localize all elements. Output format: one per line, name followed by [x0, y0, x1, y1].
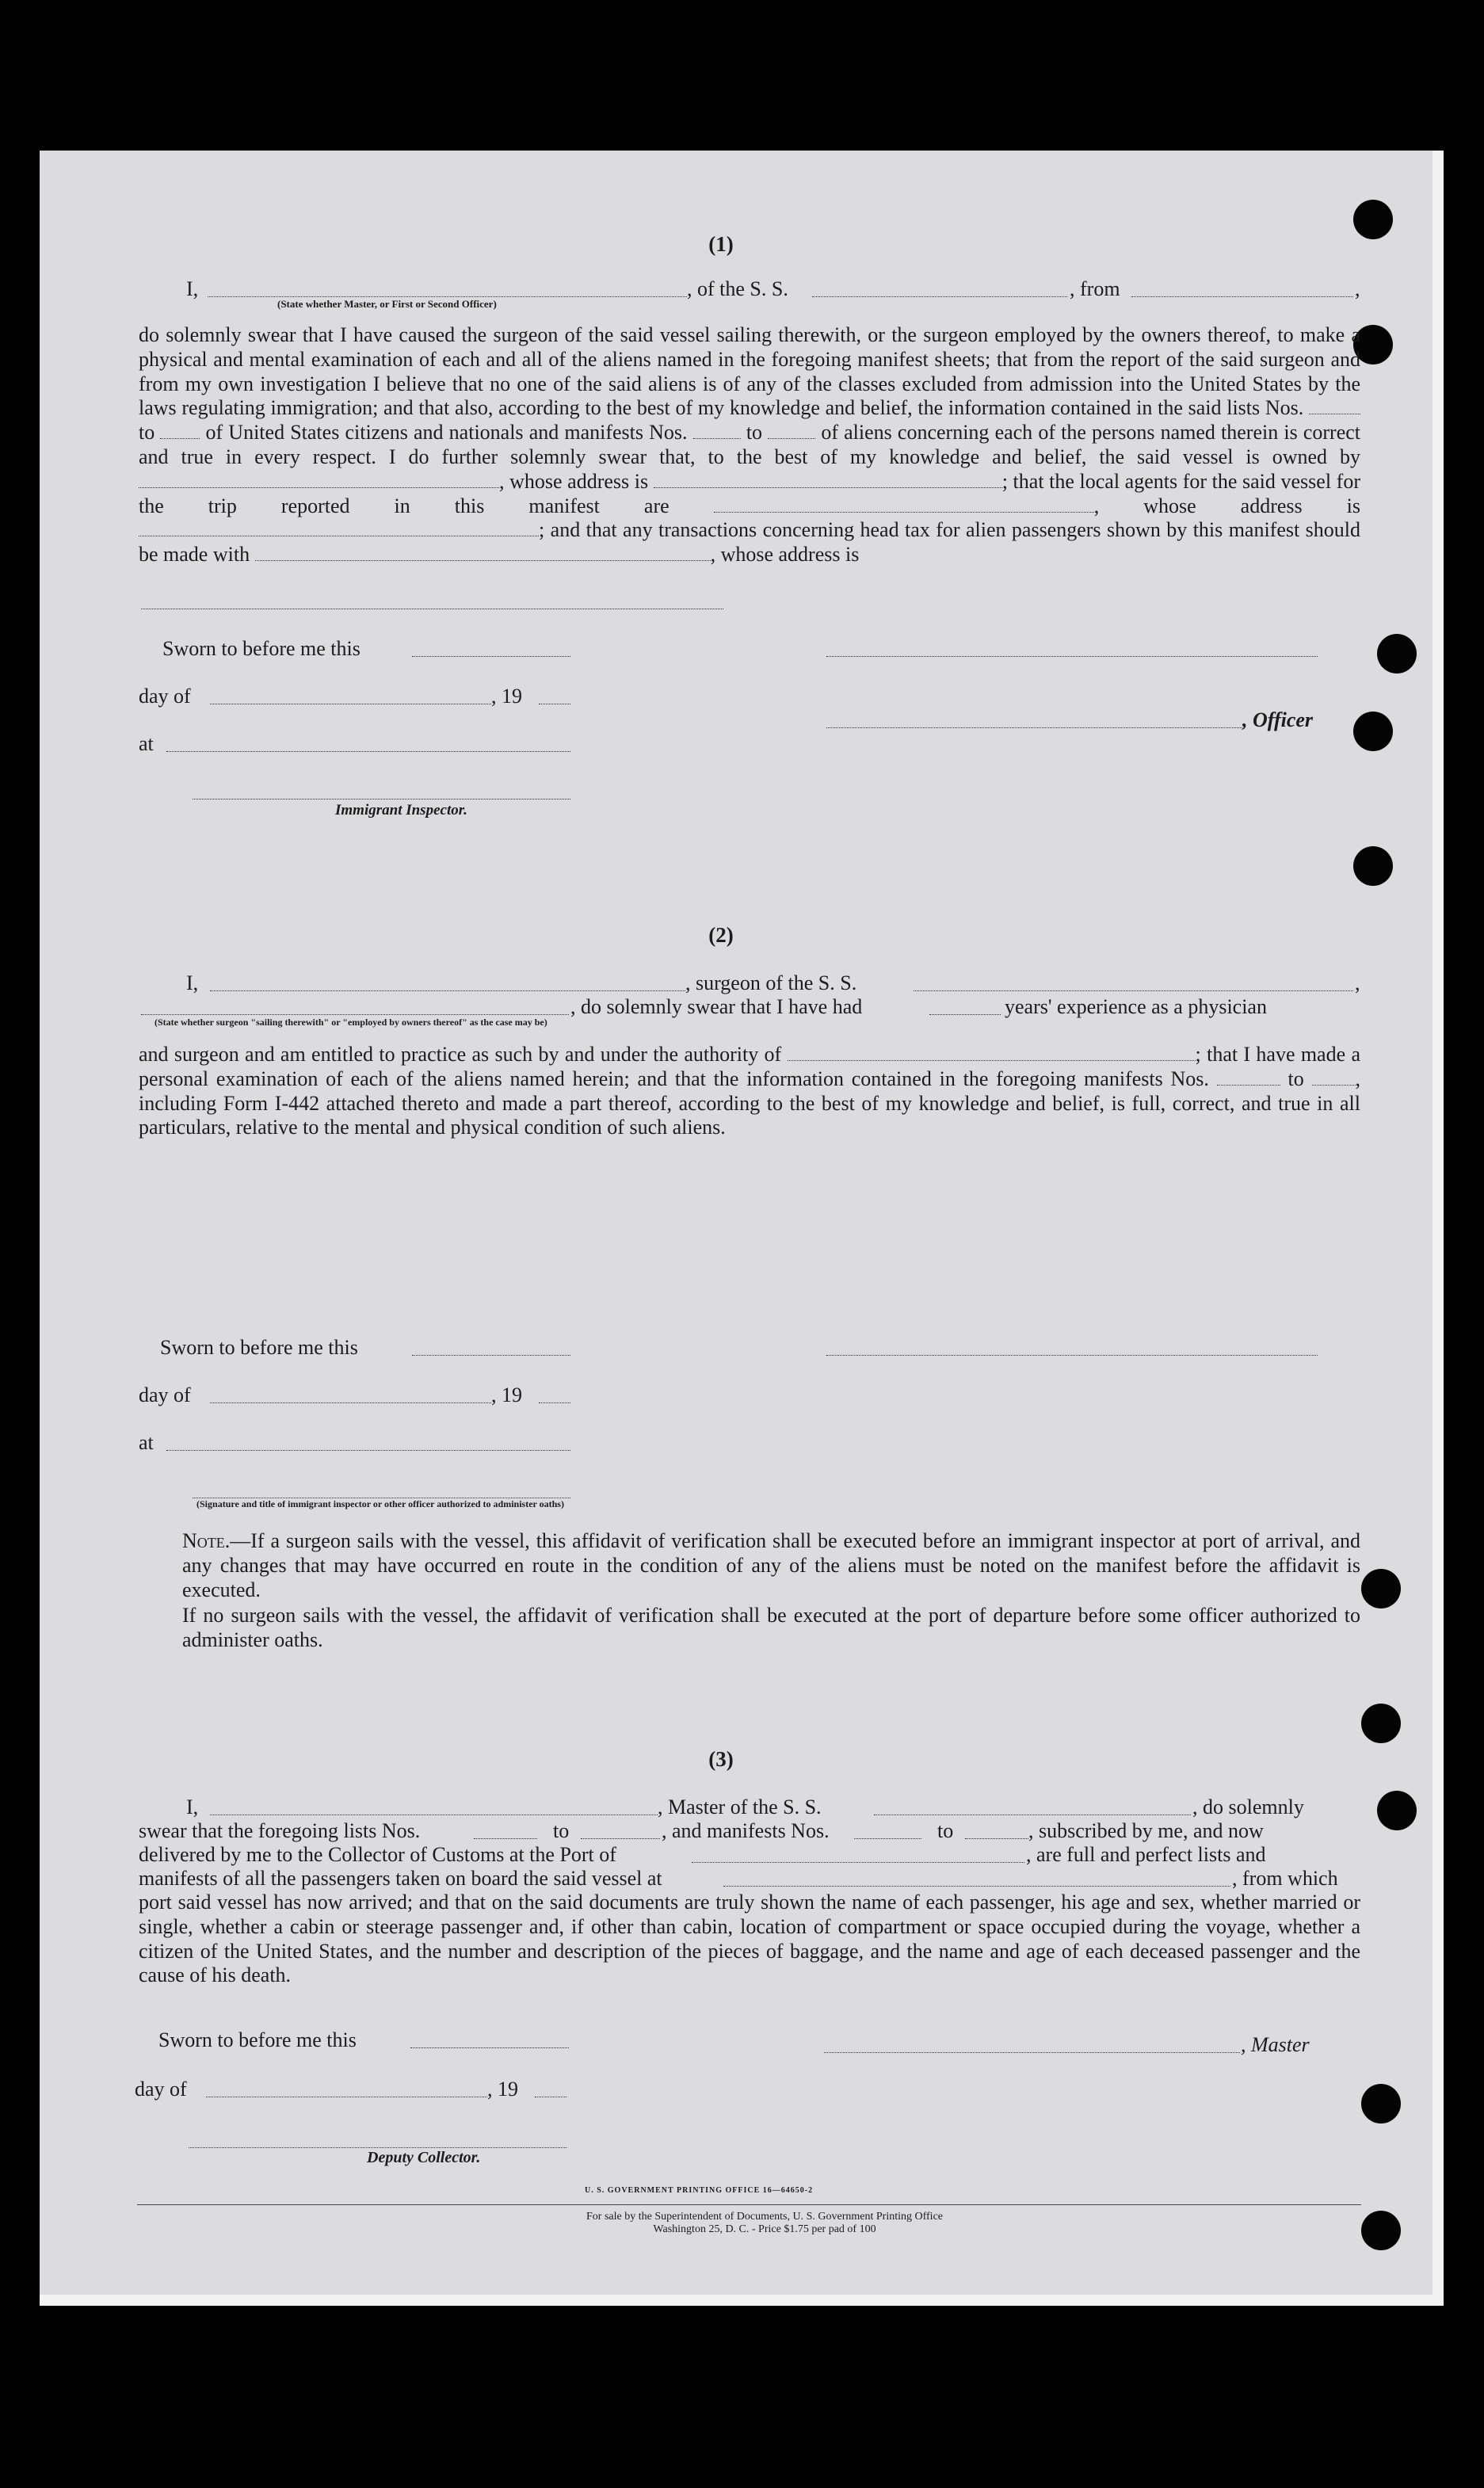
s3-master-field[interactable] — [210, 1814, 658, 1815]
s2-surgeon-label: , surgeon of the S. S. — [685, 971, 857, 994]
s2-at-field[interactable] — [166, 1450, 570, 1451]
s1-manifests-from-field[interactable] — [693, 424, 741, 439]
s1-from-field[interactable] — [1131, 296, 1353, 297]
s2-signature-note: (Signature and title of immigrant inspector or other officer authorized to administer oaths) — [196, 1498, 564, 1509]
s3-master-sig-label: , Master — [1241, 2033, 1310, 2056]
s3-l2c: , and manifests Nos. — [662, 1819, 830, 1842]
s1-whose-text-2: , whose address is — [1093, 494, 1361, 517]
punch-hole — [1361, 2211, 1401, 2250]
s1-agents-field[interactable] — [714, 498, 1094, 513]
s1-pronoun: I, — [186, 277, 199, 300]
s2-note-label: Note. — [182, 1529, 231, 1552]
s1-officer-label: , Officer — [1242, 708, 1314, 731]
s1-sworn: Sworn to before me this — [162, 637, 361, 660]
punch-hole — [1377, 1791, 1417, 1830]
s1-officer-field[interactable] — [208, 296, 687, 297]
s2-sworn-day-field[interactable] — [412, 1355, 570, 1356]
s1-owner-field[interactable] — [139, 473, 499, 488]
s2-sworn: Sworn to before me this — [160, 1336, 358, 1359]
s2-sailing-note: (State whether surgeon "sailing therewith" or "employed by owners thereof" as the case may be) — [155, 1017, 547, 1028]
s1-ship-field[interactable] — [812, 296, 1067, 297]
s2-body — [139, 1043, 1360, 1140]
s1-dayof: day of — [139, 685, 191, 708]
s2-authority-field[interactable] — [788, 1046, 1196, 1061]
s2-manifests-to-field[interactable] — [1312, 1070, 1356, 1086]
s2-note — [139, 1529, 1360, 1653]
s3-ship-field[interactable] — [874, 1814, 1191, 1815]
s3-l2b: to — [553, 1819, 570, 1842]
s3-sworn-day-field[interactable] — [410, 2047, 569, 2048]
s2-sailing-field[interactable] — [141, 1014, 569, 1015]
section-2-number: (2) — [708, 923, 734, 947]
s1-sworn-day-field[interactable] — [412, 656, 570, 657]
gpo-imprint: U. S. GOVERNMENT PRINTING OFFICE 16—64650-2 — [585, 2186, 814, 2195]
punch-hole — [1353, 200, 1393, 239]
s1-manifests-to-field[interactable] — [768, 424, 815, 439]
s2-note-text: —If a surgeon sails with the vessel, this affidavit of verification shall be executed before an immigrant inspector at port of arrival, and any changes that may have occurred en route in the condition of any of the aliens must be noted on the manifest before the affidavit is executed. — [182, 1529, 1360, 1601]
punch-hole — [1361, 2084, 1401, 2124]
s1-agents-address-field[interactable] — [139, 521, 539, 536]
s1-agents-text: ; that the local agents for the said vessel for the trip reported in this manifest are — [139, 469, 1360, 517]
s2-year-field[interactable] — [539, 1402, 570, 1403]
s2-surgeon-signature-line[interactable] — [826, 1355, 1318, 1356]
s3-deputy-signature-field[interactable] — [189, 2147, 567, 2148]
s2-surgeon-name-field[interactable] — [210, 990, 685, 991]
s3-manifests-from-field[interactable] — [854, 1838, 921, 1839]
s3-l2e: , subscribed by me, and now — [1028, 1819, 1264, 1842]
s2-body-2: ; that I have made a personal examination of each of the aliens named herein; and that the information contained in the foregoing manifests Nos. — [139, 1043, 1361, 1090]
footer-rule — [137, 2204, 1361, 2205]
page-edge-bottom — [40, 2295, 1444, 2306]
s2-to: to — [1288, 1067, 1304, 1090]
s1-officer-signature-line-1[interactable] — [826, 656, 1318, 657]
s1-headtax-text: ; and that any transactions concerning head tax for alien passengers shown by this manifest should be made with — [139, 518, 1360, 567]
s3-solemnly: , do solemnly — [1192, 1795, 1304, 1818]
sale-notice-line-2: Washington 25, D. C. - Price $1.75 per pad of 100 — [653, 2223, 876, 2235]
s3-deputy-label: Deputy Collector. — [367, 2149, 481, 2166]
s3-l4a: manifests of all the passengers taken on board the said vessel at — [139, 1867, 662, 1890]
s2-body-1: and surgeon and am entitled to practice as such by and under the authority of — [139, 1043, 782, 1066]
sale-notice — [436, 2211, 1093, 2236]
s1-whose-text-3: , whose address is — [710, 543, 860, 567]
punch-hole — [1377, 634, 1417, 674]
s3-port-field[interactable] — [692, 1862, 1024, 1863]
s1-officer-signature-line-2[interactable] — [826, 727, 1242, 728]
s2-year: , 19 — [491, 1383, 522, 1406]
punch-hole — [1353, 846, 1393, 886]
s1-at: at — [139, 732, 154, 755]
s1-lists-to-field[interactable] — [160, 424, 200, 439]
s1-aliens-text: of aliens concerning each of the persons named therein is correct and true in every respect. I do further solemnly swear that, to the best of my knowledge and belief, the said vessel is owned by — [139, 421, 1360, 468]
s1-year: , 19 — [491, 685, 522, 708]
s3-lists-to-field[interactable] — [581, 1838, 660, 1839]
s1-lists-from-field[interactable] — [1309, 399, 1360, 414]
s2-physician: years' experience as a physician — [1005, 995, 1267, 1018]
s1-whose-text: , whose address is — [499, 469, 649, 493]
s3-master-label: , Master of the S. S. — [658, 1795, 822, 1818]
page-edge-right — [1432, 151, 1444, 2306]
s3-l2d: to — [937, 1819, 954, 1842]
s3-sworn: Sworn to before me this — [158, 2028, 357, 2051]
punch-hole — [1353, 712, 1393, 751]
s3-boarding-port-field[interactable] — [723, 1886, 1230, 1887]
s3-lists-from-field[interactable] — [474, 1838, 537, 1839]
s2-note-2: If no surgeon sails with the vessel, the affidavit of verification shall be executed at the port of departure before some officer authorized to administer oaths. — [182, 1604, 1360, 1652]
section-3-number: (3) — [708, 1747, 734, 1771]
s3-year: , 19 — [487, 2078, 518, 2101]
section-1-number: (1) — [708, 232, 734, 256]
punch-hole — [1361, 1569, 1401, 1608]
s2-month-field[interactable] — [210, 1402, 491, 1403]
s1-inspector-label: Immigrant Inspector. — [335, 802, 467, 819]
s1-body-text: do solemnly swear that I have caused the surgeon of the said vessel sailing therewith, or the surgeon employed by the owners thereof, to make a physical and mental examination of each and all of the aliens named in the foregoing manifest sheets; that from the report of the said surgeon and from my own investigation I believe that no one of the said aliens is of any of the classes excluded from admission into the United States by the laws regulating immigration; and that also, according to the best of my knowledge and belief, the information contained in the said lists Nos. — [139, 323, 1360, 420]
s2-body-3: , including Form I-442 attached thereto and made a part thereof, according to the best of my knowledge and belief, is full, correct, and true in all particulars, relative to the mental and physical condition of such aliens. — [139, 1067, 1361, 1139]
s2-dayof: day of — [139, 1383, 191, 1406]
punch-hole — [1361, 1704, 1401, 1743]
s2-comma: , — [1355, 971, 1360, 994]
s3-body: port said vessel has now arrived; and that on the said documents are truly shown the name of each passenger, his age and sex, whether married or single, whether a cabin or steerage passenger and, if other than cabin, location of compartment or space occupied during the voyage, whether a citizen of the United States, and the number and description of the pieces of baggage, and the name and age of each deceased passenger and the cause of his death. — [139, 1891, 1360, 1987]
s1-officer-note: (State whether Master, or First or Second Officer) — [277, 298, 497, 310]
s2-years-field[interactable] — [929, 1014, 1001, 1015]
s1-owner-address-field[interactable] — [654, 473, 1002, 488]
s1-from-label: , from — [1070, 277, 1120, 300]
s2-ship-field[interactable] — [914, 990, 1353, 991]
s3-l2a: swear that the foregoing lists Nos. — [139, 1819, 421, 1842]
s2-swear: , do solemnly swear that I have had — [570, 995, 863, 1018]
s1-citizens-text: of United States citizens and nationals and manifests Nos. — [205, 421, 688, 445]
s1-to: to — [139, 421, 155, 445]
s3-dayof: day of — [135, 2078, 187, 2101]
s3-master-signature-line[interactable] — [824, 2052, 1240, 2053]
s1-body — [139, 323, 1360, 567]
s3-l3a: delivered by me to the Collector of Customs at the Port of — [139, 1843, 616, 1866]
s3-pronoun: I, — [186, 1795, 199, 1818]
s1-headtax-field[interactable] — [255, 546, 711, 561]
s1-to-2: to — [746, 421, 763, 445]
s2-pronoun: I, — [186, 971, 199, 994]
s2-manifests-from-field[interactable] — [1217, 1070, 1280, 1086]
s3-l3b: , are full and perfect lists and — [1026, 1843, 1266, 1866]
s1-at-field[interactable] — [166, 751, 570, 752]
s1-ship-label: , of the S. S. — [687, 277, 788, 300]
sale-notice-line-1: For sale by the Superintendent of Documents, U. S. Government Printing Office — [586, 2211, 943, 2223]
form-page — [40, 151, 1444, 2306]
s2-at: at — [139, 1431, 154, 1454]
s1-comma: , — [1355, 277, 1360, 300]
s3-manifests-to-field[interactable] — [965, 1838, 1028, 1839]
s3-l4b: , from which — [1232, 1867, 1338, 1890]
